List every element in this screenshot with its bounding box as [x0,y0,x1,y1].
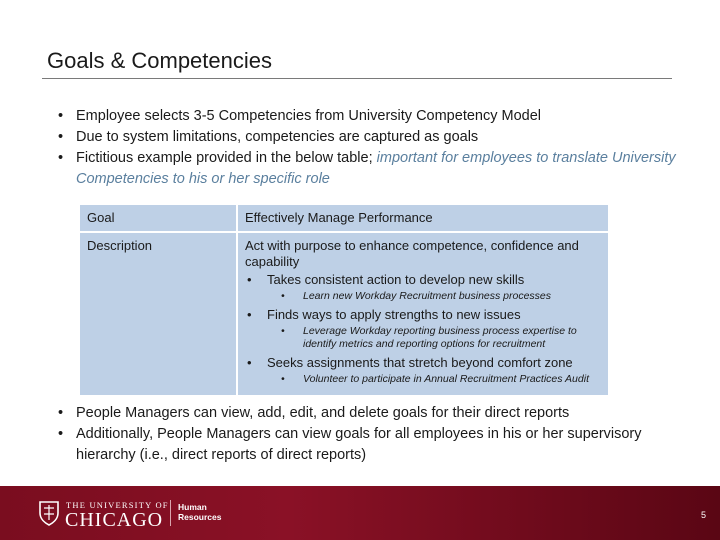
page-number: 5 [701,510,707,520]
bullet-text [76,148,678,190]
bullet-text: Due to system limitations, competencies are captured as goals [76,129,479,145]
bullet-dot: • [247,272,252,287]
competency-text: Seeks assignments that stretch beyond comfort zone [267,355,573,370]
bullet-dot: • [58,129,64,145]
competency-item [245,272,601,288]
bullet-dot: • [281,325,285,337]
list-item [58,106,678,127]
competency-subitem [281,373,601,386]
bullet-dot: • [58,150,64,166]
title-divider [42,78,672,79]
description-label-cell: Description [79,232,237,396]
bullet-text: People Managers can view, add, edit, and delete goals for their direct reports [76,405,570,421]
bullet-dot: • [58,426,64,442]
bullet-text: Additionally, People Managers can view goals for all employees in his or her supervisory hierarchy (i.e., direct reports of direct reports) [76,426,642,463]
top-bullet-list [58,106,678,190]
department-name [178,502,221,522]
bullet-dot: • [281,290,285,302]
competency-text: Takes consistent action to develop new skills [267,272,525,287]
slide-title: Goals & Competencies [47,48,272,73]
table-row [79,232,609,396]
list-item [58,148,678,190]
description-lead: Act with purpose to enhance competence, confidence and capability [245,238,579,269]
university-crest-icon [38,500,60,526]
competency-subitem-text: Learn new Workday Recruitment business processes [303,290,552,302]
department-line2: Resources [178,512,222,522]
competency-text: Finds ways to apply strengths to new issues [267,307,521,322]
bullet-text-plain: Fictitious example provided in the below table; [76,150,377,166]
logo-divider [170,500,171,526]
footer-bar [0,486,720,540]
list-item [58,403,678,424]
list-item [58,424,678,466]
goal-table [78,203,610,397]
competency-subitem [281,325,601,351]
bullet-dot: • [281,373,285,385]
table-row [79,204,609,232]
university-name-line2: CHICAGO [65,509,164,531]
competency-subitem [281,290,601,303]
bullet-text: Employee selects 3-5 Competencies from University Competency Model [76,108,541,124]
bullet-dot: • [247,307,252,322]
goal-label-cell: Goal [79,204,237,232]
description-value-cell [237,232,609,396]
bottom-bullet-list [58,403,678,466]
bullet-dot: • [58,108,64,124]
competency-item [245,355,601,371]
bullet-dot: • [58,405,64,421]
department-line1: Human [178,502,207,512]
list-item [58,127,678,148]
competency-item [245,307,601,323]
bullet-text-emphasis: important for employees to translate University Competencies to his or her specific role [76,150,676,187]
university-name-line1: THE UNIVERSITY OF [66,500,169,510]
bullet-dot: • [247,355,252,370]
competency-subitem-text: Leverage Workday reporting business process expertise to identify metrics and reporting options for recruitment [303,325,577,350]
goal-value-cell: Effectively Manage Performance [237,204,609,232]
competency-subitem-text: Volunteer to participate in Annual Recruitment Practices Audit [303,373,589,385]
